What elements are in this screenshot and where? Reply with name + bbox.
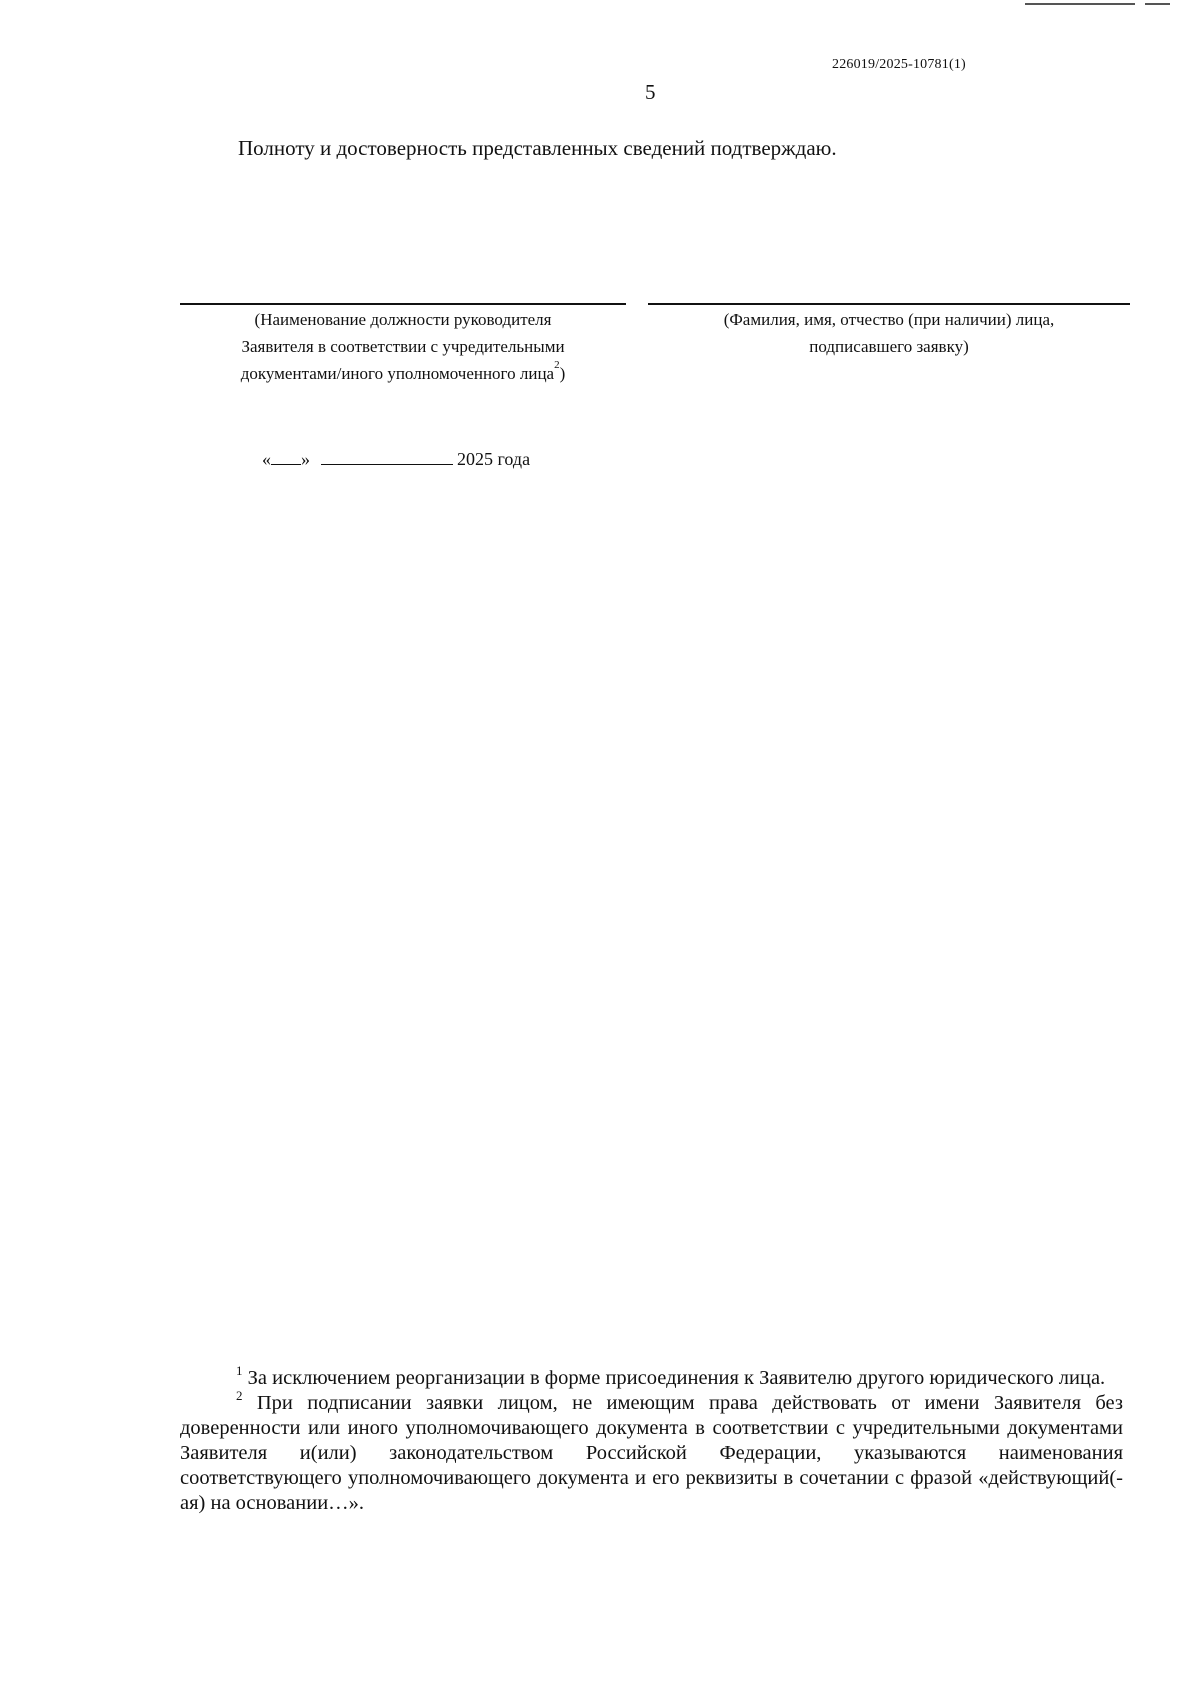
footnote-text: За исключением реорганизации в форме присоединения к Заявителю другого юридического лица. [247, 1367, 1106, 1389]
year-text: 2025 года [457, 449, 531, 469]
day-blank [271, 448, 301, 465]
footnote-number: 1 [236, 1363, 243, 1378]
position-caption [180, 306, 626, 387]
position-caption-line: (Наименование должности руководителя [254, 310, 552, 329]
date-line [262, 448, 530, 470]
footnote-number: 2 [236, 1388, 243, 1403]
name-signature-line [648, 303, 1130, 305]
close-quote: » [301, 449, 310, 469]
footnote [180, 1363, 1123, 1391]
registration-number: 226019/2025-10781(1) [832, 57, 966, 72]
position-caption-line [180, 360, 626, 387]
footnotes [180, 1363, 1124, 1516]
position-caption-line: Заявителя в соответствии с учредительными [241, 337, 565, 356]
scan-artifact-mark [1025, 3, 1135, 5]
scan-artifact-mark [1145, 3, 1170, 5]
name-caption-line: (Фамилия, имя, отчество (при наличии) лица, [723, 310, 1055, 329]
month-blank [321, 448, 453, 465]
page-number: 5 [645, 80, 656, 104]
footnote-text: При подписании заявки лицом, не имеющим права действовать от имени Заявителя без доверенности или иного уполномочивающего документа в соответствии с учредительными документами Заявителя и(или) законодательством Российской Федерации, указываются наименования соответствующего уполномочивающего документа и его реквизиты в сочетании с фразой «действующий(-ая) на основании…». [180, 1392, 1124, 1514]
footnote [180, 1388, 1124, 1516]
name-caption [648, 306, 1130, 360]
open-quote: « [262, 449, 271, 469]
closing-parenthesis: ) [559, 364, 566, 383]
footnote-reference: 2 [554, 359, 560, 371]
confirmation-statement: Полноту и достоверность представленных сведений подтверждаю. [238, 136, 837, 160]
position-signature-line [180, 303, 626, 305]
position-caption-text: документами/иного уполномоченного лица [240, 364, 555, 383]
name-caption-line: подписавшего заявку) [809, 337, 969, 356]
